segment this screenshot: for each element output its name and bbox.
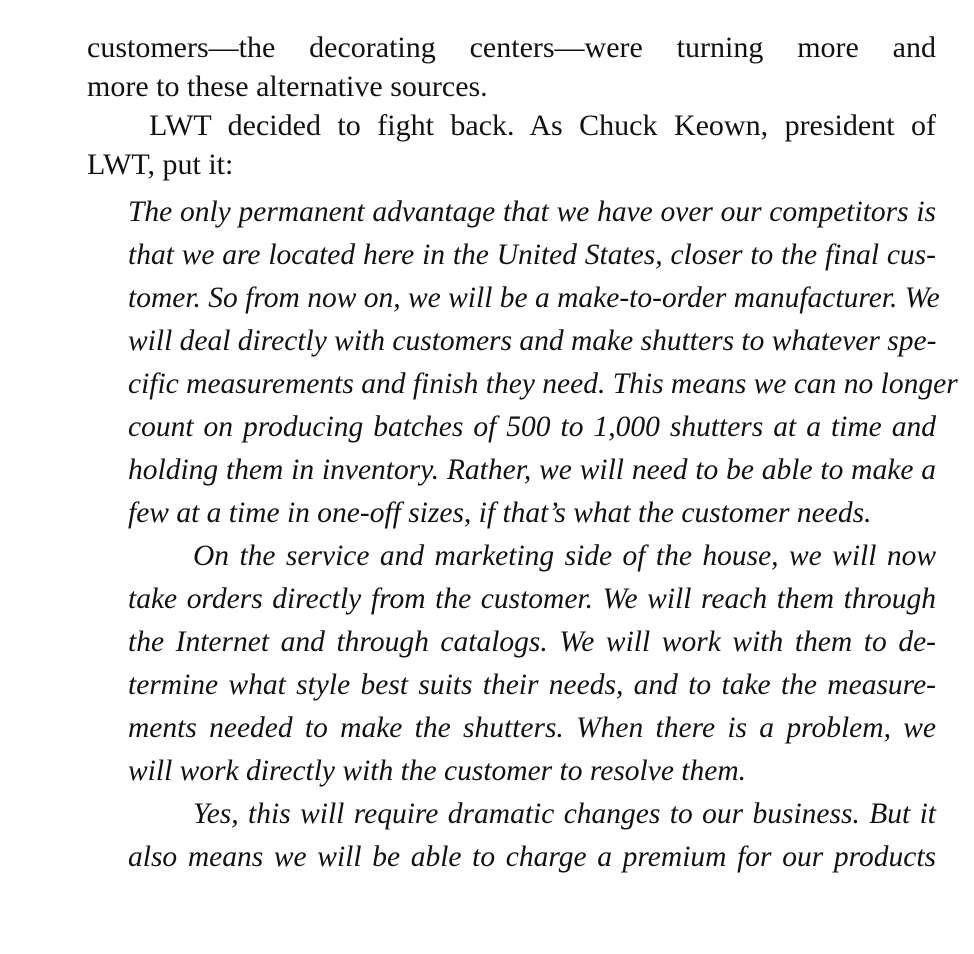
quote-line: count on producing batches of 500 to 1,000 shutters at a time and <box>128 411 936 443</box>
quote-line: that we are located here in the United States, closer to the final cus- <box>128 239 936 271</box>
block-quote <box>128 191 958 879</box>
body-paragraph-1 <box>87 28 936 106</box>
quote-paragraph-1 <box>128 191 958 535</box>
quote-paragraph-2 <box>128 535 936 793</box>
body-paragraph-2 <box>87 106 936 184</box>
quote-line: ments needed to make the shutters. When there is a problem, we <box>128 712 936 744</box>
quote-paragraph-3 <box>128 793 936 879</box>
quote-line: also means we will be able to charge a premium for our products <box>128 841 936 873</box>
quote-line: On the service and marketing side of the house, we will now <box>193 540 936 572</box>
quote-line: will deal directly with customers and make shutters to whatever spe- <box>128 325 937 357</box>
quote-line: take orders directly from the customer. We will reach them through <box>128 583 936 615</box>
quote-line: cific measurements and finish they need. This means we can no longer <box>128 368 958 400</box>
quote-line: termine what style best suits their needs, and to take the measure- <box>128 669 936 701</box>
quote-line: Yes, this will require dramatic changes to our business. But it <box>193 798 936 830</box>
document-page <box>87 28 958 879</box>
text-line: more to these alternative sources. <box>87 70 488 103</box>
quote-line: few at a time in one-off sizes, if that’s what the customer needs. <box>128 497 872 529</box>
text-line: LWT, put it: <box>87 148 234 181</box>
quote-line: the Internet and through catalogs. We will work with them to de- <box>128 626 936 658</box>
text-line: customers—the decorating centers—were turning more and <box>87 31 936 64</box>
quote-line: holding them in inventory. Rather, we will need to be able to make a <box>128 454 936 486</box>
quote-line: The only permanent advantage that we have over our competitors is <box>128 196 936 228</box>
quote-line: tomer. So from now on, we will be a make-to-order manufacturer. We <box>128 282 940 314</box>
spacer <box>87 184 936 191</box>
text-line: LWT decided to fight back. As Chuck Keown, president of <box>149 109 936 142</box>
quote-line: will work directly with the customer to resolve them. <box>128 755 747 787</box>
